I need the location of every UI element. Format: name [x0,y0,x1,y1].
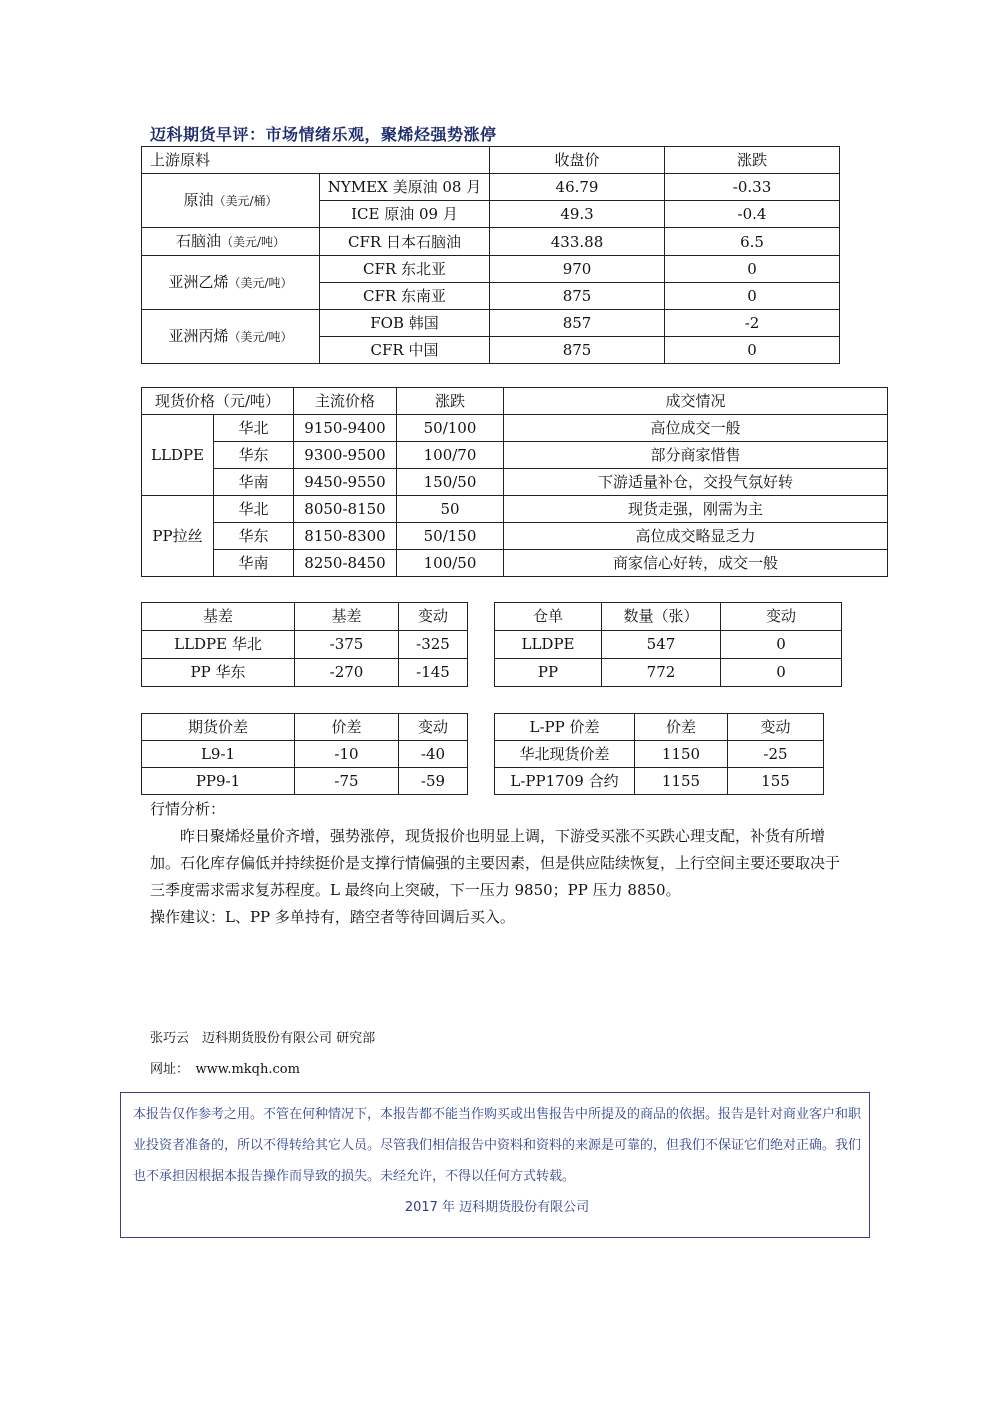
lpp-change: 155 [728,768,824,795]
spot-header-change: 涨跌 [397,388,504,415]
lpp-header-value: 价差 [635,714,728,741]
upstream-header-close: 收盘价 [490,147,665,174]
upstream-close: 875 [490,283,665,310]
spot-group-pp: PP拉丝 [142,496,214,577]
futspread-change: -59 [399,768,468,795]
spot-price: 8150-8300 [294,523,397,550]
lpp-change: -25 [728,741,824,768]
upstream-close: 433.88 [490,228,665,256]
table-row [142,442,888,469]
upstream-item: ICE 原油 09 月 [320,201,490,228]
operation-advice: 操作建议：L、PP 多单持有，踏空者等待回调后买入。 [150,908,515,926]
upstream-change: 0 [665,337,840,364]
table-row [495,631,842,659]
upstream-group-propylene: 亚洲丙烯（美元/吨） [142,310,320,364]
basis-table [141,602,468,687]
spot-change: 50 [397,496,504,523]
upstream-change: 0 [665,256,840,283]
futspread-value: -10 [295,741,399,768]
upstream-close: 875 [490,337,665,364]
futspread-value: -75 [295,768,399,795]
upstream-item: NYMEX 美原油 08 月 [320,174,490,201]
spot-header-product: 现货价格（元/吨） [142,388,294,415]
warrant-change: 0 [721,659,842,687]
lpp-name: 华北现货价差 [495,741,635,768]
spot-region: 华南 [214,469,294,496]
basis-value: -270 [295,659,399,687]
lpp-value: 1155 [635,768,728,795]
futspread-header-value: 价差 [295,714,399,741]
table-row [142,469,888,496]
spot-header-deal: 成交情况 [504,388,888,415]
upstream-header-material: 上游原料 [142,147,490,174]
futspread-name: L9-1 [142,741,295,768]
spot-region: 华北 [214,496,294,523]
spot-region: 华东 [214,523,294,550]
warrant-qty: 547 [602,631,721,659]
table-row [142,659,468,687]
market-analysis [150,796,850,931]
upstream-group-ethylene: 亚洲乙烯（美元/吨） [142,256,320,310]
spot-price: 8050-8150 [294,496,397,523]
warrant-change: 0 [721,631,842,659]
lpp-value: 1150 [635,741,728,768]
table-row [142,228,840,256]
lpp-spread-table [494,713,824,795]
upstream-header-change: 涨跌 [665,147,840,174]
upstream-close: 46.79 [490,174,665,201]
spot-region: 华北 [214,415,294,442]
basis-value: -375 [295,631,399,659]
upstream-close: 857 [490,310,665,337]
website-line: 网址： www.mkqh.com [150,1062,300,1077]
basis-header-change: 变动 [399,603,468,631]
futspread-name: PP9-1 [142,768,295,795]
upstream-change: 6.5 [665,228,840,256]
spot-deal: 现货走强，刚需为主 [504,496,888,523]
spot-header-price: 主流价格 [294,388,397,415]
spot-change: 50/100 [397,415,504,442]
disclaimer-box [120,1092,870,1238]
lpp-header-change: 变动 [728,714,824,741]
basis-header-name: 基差 [142,603,295,631]
futures-spread-table [141,713,468,795]
spot-price: 8250-8450 [294,550,397,577]
spot-deal: 高位成交略显乏力 [504,523,888,550]
copyright-line: 2017 年 迈科期货股份有限公司 [404,1200,590,1215]
spot-price: 9450-9550 [294,469,397,496]
basis-change: -325 [399,631,468,659]
report-title: 迈科期货早评：市场情绪乐观，聚烯烃强势涨停 [150,125,497,144]
upstream-change: -0.4 [665,201,840,228]
spot-change: 150/50 [397,469,504,496]
warrant-name: LLDPE [495,631,602,659]
warrant-header-change: 变动 [721,603,842,631]
warrant-header-qty: 数量（张） [602,603,721,631]
spot-region: 华南 [214,550,294,577]
basis-name: LLDPE 华北 [142,631,295,659]
table-row [142,415,888,442]
futspread-change: -40 [399,741,468,768]
upstream-close: 49.3 [490,201,665,228]
table-row [142,741,468,768]
spot-deal: 高位成交一般 [504,415,888,442]
analysis-heading: 行情分析： [150,800,226,818]
basis-name: PP 华东 [142,659,295,687]
spot-change: 100/70 [397,442,504,469]
spot-price-table [141,387,888,577]
table-row [495,659,842,687]
spot-change: 100/50 [397,550,504,577]
table-row [142,256,840,283]
upstream-change: 0 [665,283,840,310]
futspread-header-name: 期货价差 [142,714,295,741]
upstream-change: -2 [665,310,840,337]
spot-deal: 下游适量补仓，交投气氛好转 [504,469,888,496]
upstream-item: CFR 东北亚 [320,256,490,283]
upstream-item: CFR 东南亚 [320,283,490,310]
lpp-header-name: L-PP 价差 [495,714,635,741]
disclaimer-text: 本报告仅作参考之用。不管在何种情况下，本报告都不能当作购买或出售报告中所提及的商品的依据。报告是针对商业客户和职业投资者准备的，所以不得转给其它人员。尽管我们相信报告中资料和资料的来源是可靠的，但我们不保证它们绝对正确。我们也不承担因根据本报告操作而导致的损失。未经允许，不得以任何方式转载。 [133,1107,862,1184]
basis-change: -145 [399,659,468,687]
spot-price: 9300-9500 [294,442,397,469]
upstream-item: CFR 日本石脑油 [320,228,490,256]
upstream-group-naphtha: 石脑油（美元/吨） [142,228,320,256]
upstream-group-crude: 原油（美元/桶） [142,174,320,228]
spot-deal: 商家信心好转，成交一般 [504,550,888,577]
spot-deal: 部分商家惜售 [504,442,888,469]
upstream-item: CFR 中国 [320,337,490,364]
warrant-header-name: 仓单 [495,603,602,631]
upstream-close: 970 [490,256,665,283]
table-row [142,174,840,201]
table-row [142,310,840,337]
author-line: 张巧云 迈科期货股份有限公司 研究部 [150,1031,376,1046]
spot-region: 华东 [214,442,294,469]
table-row [142,523,888,550]
warrant-name: PP [495,659,602,687]
warrant-table [494,602,842,687]
basis-header-value: 基差 [295,603,399,631]
table-row [495,768,824,795]
upstream-change: -0.33 [665,174,840,201]
spot-price: 9150-9400 [294,415,397,442]
spot-change: 50/150 [397,523,504,550]
table-row [495,741,824,768]
table-row [142,496,888,523]
analysis-body: 昨日聚烯烃量价齐增，强势涨停，现货报价也明显上调，下游受买涨不买跌心理支配，补货有所增加。石化库存偏低并持续挺价是支撑行情偏强的主要因素，但是供应陆续恢复，上行空间主要还要取决于三季度需求需求复苏程度。L 最终向上突破，下一压力 9850；PP 压力 8850。 [150,827,841,899]
lpp-name: L-PP1709 合约 [495,768,635,795]
table-row [142,768,468,795]
table-row [142,631,468,659]
spot-group-lldpe: LLDPE [142,415,214,496]
warrant-qty: 772 [602,659,721,687]
table-row [142,550,888,577]
upstream-table [141,146,840,364]
upstream-item: FOB 韩国 [320,310,490,337]
futspread-header-change: 变动 [399,714,468,741]
